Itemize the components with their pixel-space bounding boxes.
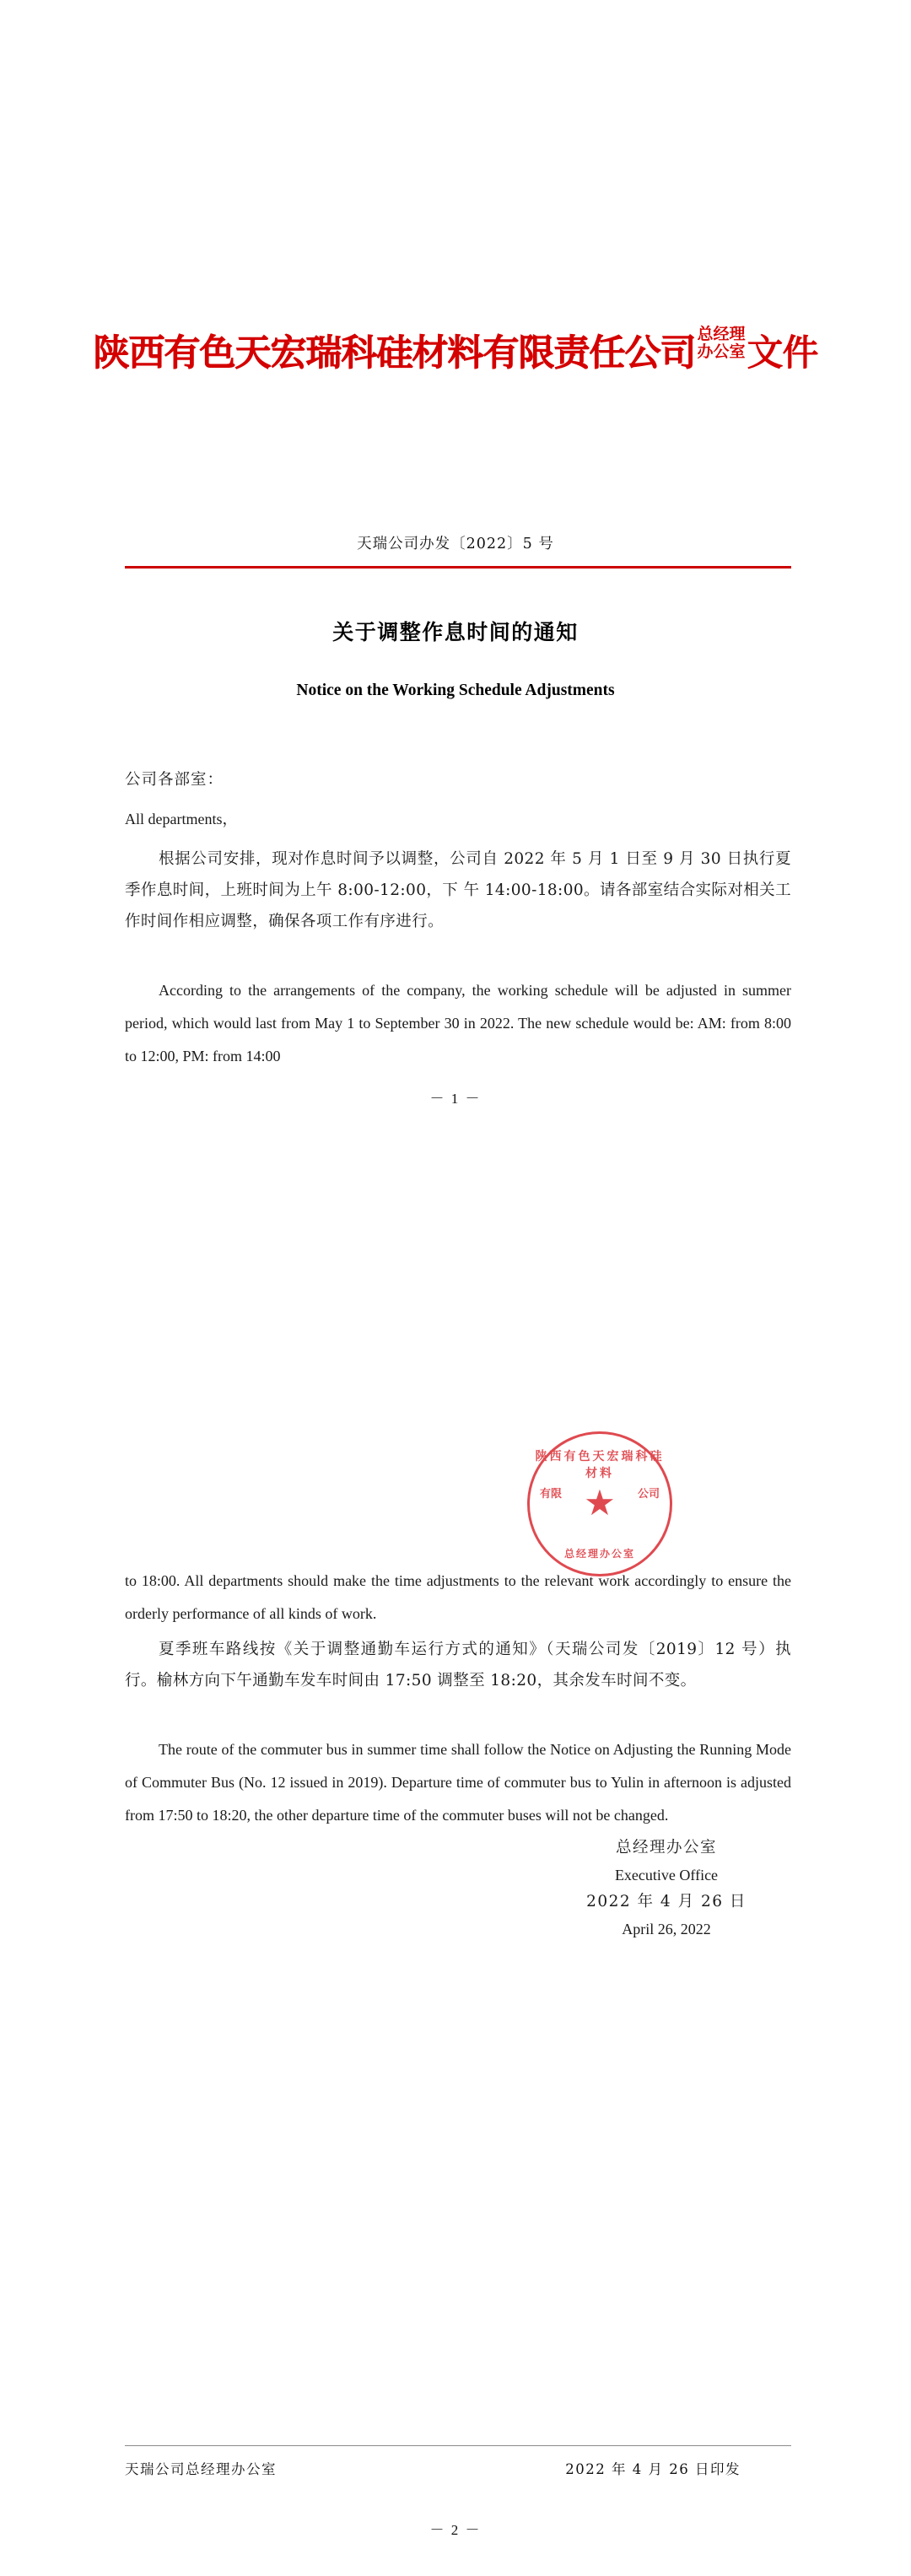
footer-issue-date: 2022 年 4 月 26 日印发 <box>565 2461 741 2477</box>
seal-arc-bottom-text: 总经理办公室 <box>563 1548 635 1560</box>
page-number-1: － 1 － <box>429 1091 482 1107</box>
footer-divider-rule <box>125 2445 791 2446</box>
footer-issuer: 天瑞公司总经理办公室 <box>125 2461 277 2477</box>
salutation-chinese: 公司各部室： <box>125 771 224 789</box>
page-title-english: Notice on the Working Schedule Adjustments <box>296 682 615 699</box>
masthead-office-stack <box>697 326 745 361</box>
paragraph-3-english: to 18:00. All departments should make the time adjustments to the relevant work accordingly to ensure the orderly performance of all kinds of work. <box>125 1572 791 1622</box>
document-number: 天瑞公司办发〔2022〕5 号 <box>357 536 554 552</box>
page-number-2: － 2 － <box>429 2522 482 2538</box>
masthead-company-name: 陕西有色天宏瑞科硅材料有限责任公司 <box>93 332 696 375</box>
signature-block <box>523 1835 810 1943</box>
masthead <box>0 325 911 376</box>
page-title-chinese: 关于调整作息时间的通知 <box>332 620 579 644</box>
paragraph-4-chinese: 夏季班车路线按《关于调整通勤车运行方式的通知》（天瑞公司发〔2019〕12 号）执行。榆林方向下午通勤车发车时间由 17:50 调整至 18:20，其余发车时间不变。 <box>125 1641 791 1689</box>
signature-date-chinese: 2022 年 4 月 26 日 <box>586 1893 747 1910</box>
salutation-english: All departments， <box>125 811 238 827</box>
document-page-2 <box>0 1291 911 2576</box>
signature-date-english: April 26, 2022 <box>622 1921 711 1937</box>
signature-office-english: Executive Office <box>614 1867 719 1883</box>
official-seal-stamp <box>527 1431 672 1576</box>
paragraph-2-english: According to the arrangements of the company, the working schedule will be adjusted in summer period, which would last from May 1 to September 30 in 2022. The new schedule would be: AM: from 8:00 to 12:00, PM: from 14:00 <box>125 982 791 1064</box>
star-icon: ★ <box>584 1485 616 1523</box>
seal-side-right-text: 公司 <box>637 1488 660 1501</box>
masthead-document-word: 文件 <box>747 332 818 375</box>
paragraph-1-chinese: 根据公司安排，现对作息时间予以调整，公司自 2022 年 5 月 1 日至 9 月 30 日执行夏季作息时间，上班时间为上午 8:00-12:00，下 午 14:00-18:00。请各部室结合实际对相关工作时间作相应调整，确保各项工作有序进行。 <box>125 850 791 930</box>
masthead-office-line-1: 总经理 <box>697 325 746 343</box>
seal-arc-top-text: 陕西有色天宏瑞科硅材料 <box>535 1450 665 1480</box>
red-divider-rule <box>125 566 791 569</box>
masthead-office-line-2: 办公室 <box>697 342 746 361</box>
footer <box>125 2458 791 2478</box>
seal-side-left-text: 有限 <box>540 1488 563 1501</box>
paragraph-5-english: The route of the commuter bus in summer time shall follow the Notice on Adjusting the Running Mode of Commuter Bus (No. 12 issued in 2019). Departure time of commuter bus to Yulin in afternoon is adjusted from 17:50 to 18:20, the other departure time of the commuter buses will not be changed. <box>125 1741 791 1824</box>
signature-office-chinese: 总经理办公室 <box>615 1839 717 1857</box>
